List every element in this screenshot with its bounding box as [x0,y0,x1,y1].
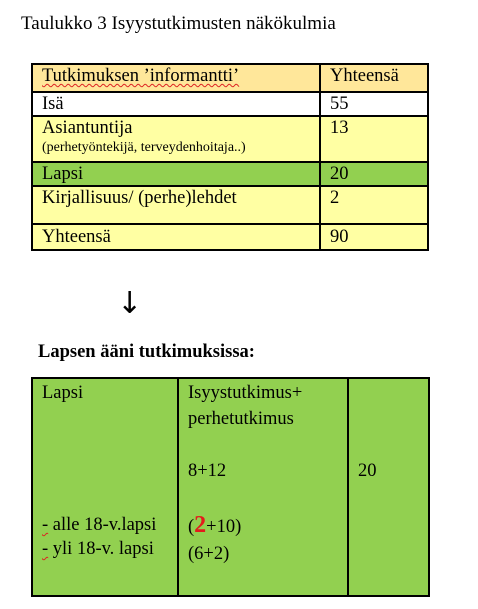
header-total: Yhteensä [320,64,428,92]
row-label: Lapsi [32,162,320,186]
study-breakdown-a: (2+10) [188,512,242,538]
row-label-cell [32,116,320,162]
down-arrow-icon: ↓ [117,286,143,321]
total-value: 20 [358,461,377,481]
study-column [178,378,348,596]
table-row [32,378,429,596]
study-sum: 8+12 [188,461,227,481]
row-label: Isä [32,92,320,116]
table-total-row [32,224,428,250]
row-label: Kirjallisuus/ (perhe)lehdet [32,186,320,224]
highlighted-number: 2 [194,512,207,538]
study-heading-line1: Isyystutkimus+ [188,383,303,403]
study-breakdown-b: (6+2) [188,544,230,564]
table-row [32,116,428,162]
row-value: 20 [320,162,428,186]
child-column [32,378,178,596]
row-label: Asiantuntija [42,118,133,138]
row-label: Yhteensä [32,224,320,250]
study-heading-line2: perhetutkimus [188,409,294,429]
child-voice-table [31,377,430,597]
child-heading: Lapsi [42,383,84,403]
informant-table [31,63,429,251]
table-header-row [32,64,428,92]
list-item: - yli 18-v. lapsi [42,539,154,559]
table-row [32,162,428,186]
row-value: 2 [320,186,428,224]
list-item: - alle 18-v.lapsi [42,515,157,535]
row-value: 55 [320,92,428,116]
total-column [348,378,429,596]
header-informant: Tutkimuksen ’informantti’ [32,64,320,92]
document-title: Taulukko 3 Isyystutkimusten näkökulmia [21,13,336,34]
row-value: 13 [320,116,428,162]
table-row [32,186,428,224]
section-subtitle: Lapsen ääni tutkimuksissa: [38,342,255,362]
row-sublabel: (perhetyöntekijä, terveydenhoitaja..) [42,140,246,155]
table-row [32,92,428,116]
row-value: 90 [320,224,428,250]
